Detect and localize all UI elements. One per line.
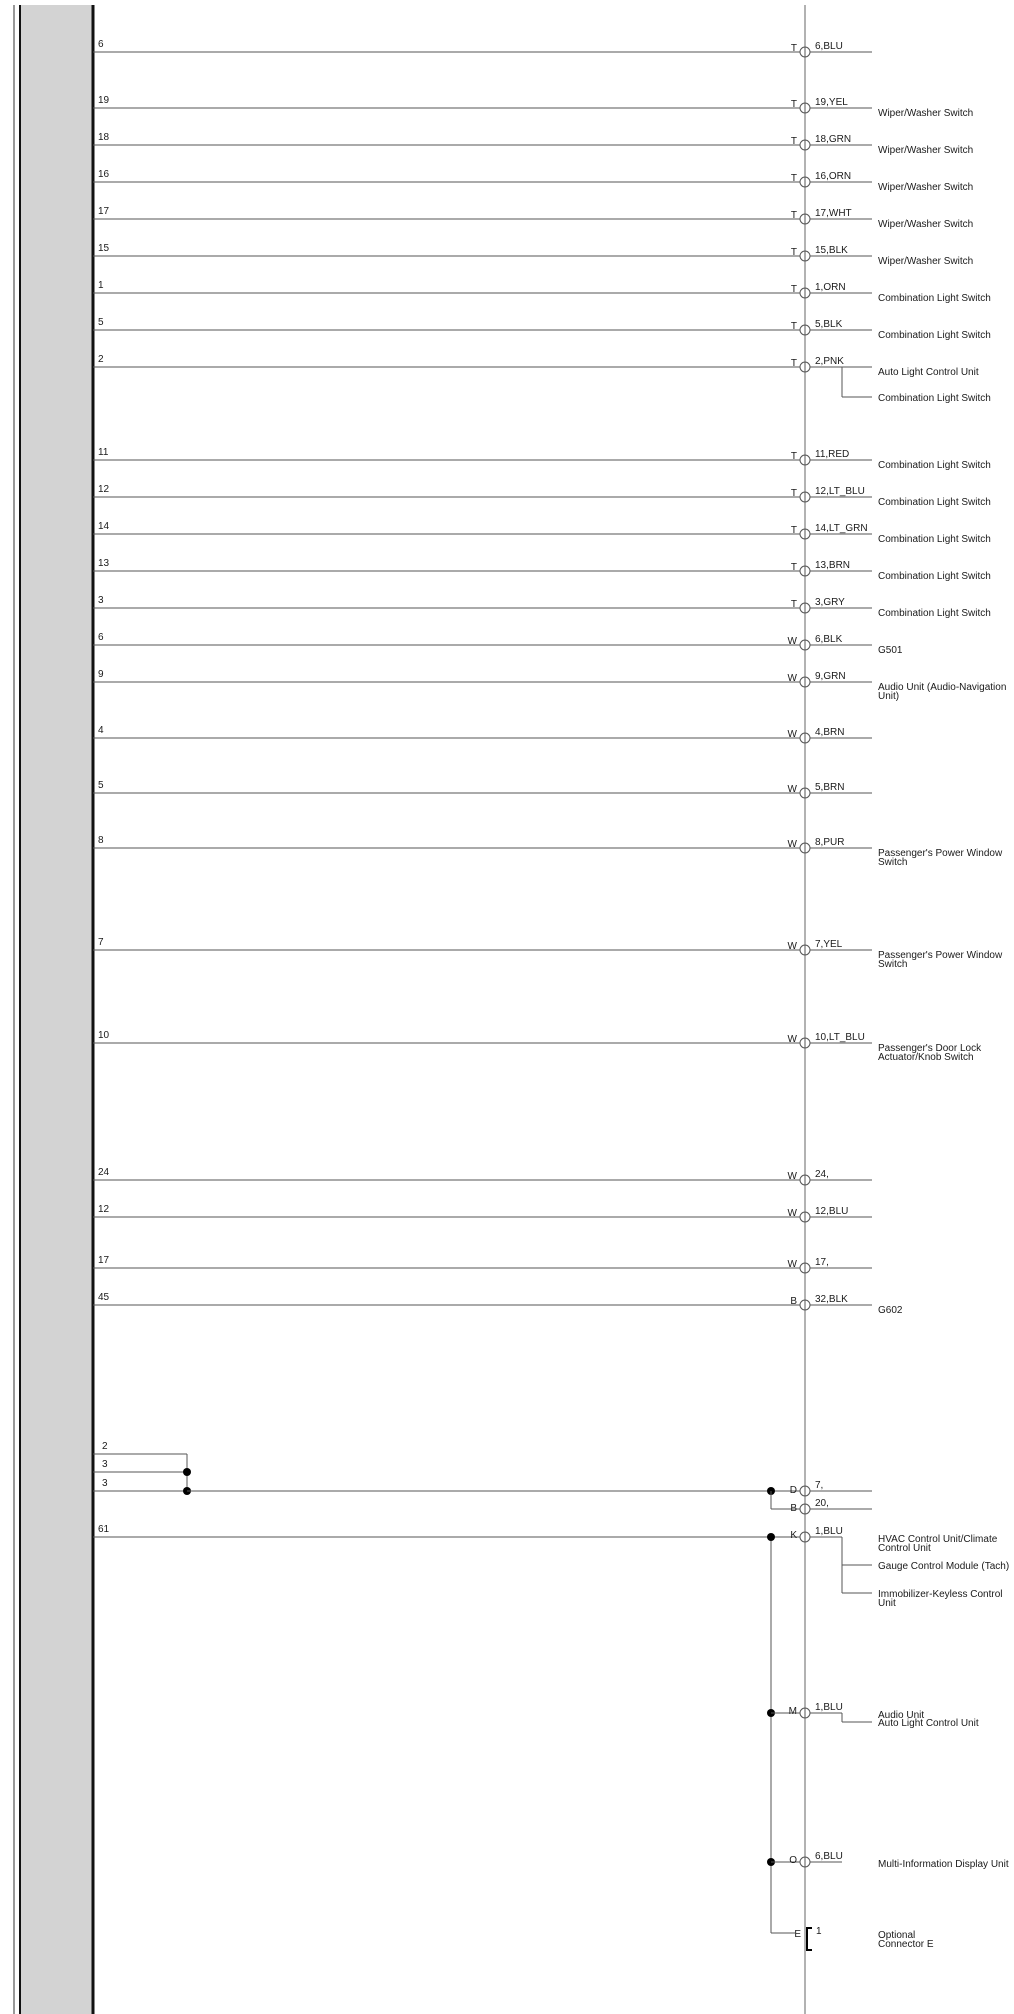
inline-connector xyxy=(800,214,810,224)
connector-letter: T xyxy=(790,136,797,147)
connector-letter: T xyxy=(790,284,797,295)
optional-label-line: Optional xyxy=(878,1930,916,1941)
inline-connector xyxy=(800,566,810,576)
destination-label-line: Passenger's Power Window xyxy=(878,848,1003,859)
destination-label-line: Combination Light Switch xyxy=(878,608,991,619)
connector-letter: W xyxy=(787,1259,797,1270)
pin-number: 4 xyxy=(98,725,104,736)
wire-row xyxy=(93,1167,872,1185)
inline-connector xyxy=(800,1175,810,1185)
wire-label: 10,LT_BLU xyxy=(815,1032,865,1043)
pin-number: 17 xyxy=(98,1255,110,1266)
destination-label-line: Wiper/Washer Switch xyxy=(878,145,974,156)
connector-letter: T xyxy=(790,247,797,258)
pin-number: 5 xyxy=(98,780,104,791)
destination-label-line: Wiper/Washer Switch xyxy=(878,182,974,193)
connector-letter: W xyxy=(787,636,797,647)
pin-number: 13 xyxy=(98,558,110,569)
inline-connector xyxy=(800,733,810,743)
wire-row xyxy=(93,447,991,471)
inline-connector xyxy=(800,362,810,372)
inline-connector xyxy=(800,177,810,187)
connector-letter: T xyxy=(790,562,797,573)
wire-label: 5,BRN xyxy=(815,782,845,793)
pin-number: 19 xyxy=(98,95,110,106)
connector-letter: E xyxy=(794,1929,801,1940)
branch-destination-line: Auto Light Control Unit xyxy=(878,1718,979,1729)
inline-connector xyxy=(800,288,810,298)
bus-junction-dot xyxy=(767,1533,775,1541)
inline-connector xyxy=(800,1212,810,1222)
destination-label-line: Passenger's Door Lock xyxy=(878,1043,982,1054)
wire-label: 1,BLU xyxy=(815,1526,843,1537)
optional-connector-group xyxy=(794,1926,934,1950)
wire-label: 14,LT_GRN xyxy=(815,523,868,534)
inline-connector xyxy=(800,140,810,150)
connector-letter: T xyxy=(790,599,797,610)
wire-label: 6,BLU xyxy=(815,1851,843,1862)
wire-row xyxy=(93,632,903,656)
pin-number: 18 xyxy=(98,132,110,143)
wire-label: 9,GRN xyxy=(815,671,846,682)
bus-output xyxy=(767,1526,1009,1609)
pin-number: 6 xyxy=(98,39,104,50)
destination-label-line: Switch xyxy=(878,857,908,868)
connector-letter: T xyxy=(790,321,797,332)
destination-label-line: Actuator/Knob Switch xyxy=(878,1052,974,1063)
bus-output xyxy=(767,1702,979,1729)
wire-label: 20, xyxy=(815,1498,829,1509)
wire-row xyxy=(93,669,1006,702)
wire-label: 3,GRY xyxy=(815,597,845,608)
bus-connector xyxy=(800,1708,810,1718)
destination-label-line: Switch xyxy=(878,959,908,970)
splice-connector xyxy=(800,1486,810,1496)
connector-letter: T xyxy=(790,451,797,462)
connector-letter: B xyxy=(790,1503,797,1514)
wire-label: 19,YEL xyxy=(815,97,848,108)
control-module-block xyxy=(20,5,93,2014)
wire-row xyxy=(93,280,991,304)
wire-row xyxy=(93,521,991,545)
bus-connector xyxy=(800,1857,810,1867)
connector-letter: K xyxy=(790,1530,797,1541)
pin-number: 2 xyxy=(98,354,104,365)
inline-connector xyxy=(800,640,810,650)
destination-label-line: Combination Light Switch xyxy=(878,330,991,341)
branch-destination-line: Gauge Control Module (Tach) xyxy=(878,1561,1010,1572)
connector-letter: T xyxy=(790,43,797,54)
wire-label: 11,RED xyxy=(815,449,850,460)
branch-destination: Combination Light Switch xyxy=(878,393,991,404)
wire-row xyxy=(93,937,1003,970)
inline-connector xyxy=(800,788,810,798)
pin-number: 5 xyxy=(98,317,104,328)
wire-row xyxy=(93,835,1003,868)
wire-row xyxy=(93,95,973,119)
wire-label: 2,PNK xyxy=(815,356,844,367)
wire-row xyxy=(93,243,973,267)
pin-number: 24 xyxy=(98,1167,110,1178)
connector-letter: W xyxy=(787,839,797,850)
inline-connector xyxy=(800,492,810,502)
bus-connector xyxy=(800,1532,810,1542)
wire-label: 18,GRN xyxy=(815,134,852,145)
connector-letter: W xyxy=(787,1034,797,1045)
wire-label: 32,BLK xyxy=(815,1294,848,1305)
inline-connector xyxy=(800,251,810,261)
branch-destination-line: Unit xyxy=(878,1598,896,1609)
wire-label: 7, xyxy=(815,1480,824,1491)
destination-label-line: Audio Unit xyxy=(878,1710,925,1721)
wire-label: 12,LT_BLU xyxy=(815,486,865,497)
pin-number: 15 xyxy=(98,243,110,254)
wire-label: 17, xyxy=(815,1257,829,1268)
destination-label-line: Combination Light Switch xyxy=(878,534,991,545)
optional-bracket xyxy=(807,1928,812,1950)
wire-label: 12,BLU xyxy=(815,1206,849,1217)
pin-number: 6 xyxy=(98,632,104,643)
wire-row xyxy=(93,780,872,798)
bus-pin-number: 61 xyxy=(98,1524,110,1535)
wire-row xyxy=(93,354,991,404)
pin-number: 10 xyxy=(98,1030,110,1041)
wire-label: 17,WHT xyxy=(815,208,852,219)
pin-number: 12 xyxy=(98,484,110,495)
inline-connector xyxy=(800,103,810,113)
destination-label-line: Combination Light Switch xyxy=(878,460,991,471)
wire-label: 16,ORN xyxy=(815,171,852,182)
wire-row xyxy=(93,1030,982,1063)
inline-connector xyxy=(800,1038,810,1048)
splice-dot xyxy=(183,1468,191,1476)
pin-number: 7 xyxy=(98,937,104,948)
splice-pin-number: 3 xyxy=(102,1459,108,1470)
pin-number: 17 xyxy=(98,206,110,217)
wire-label: 8,PUR xyxy=(815,837,845,848)
inline-connector xyxy=(800,1300,810,1310)
connector-letter: T xyxy=(790,210,797,221)
connector-letter: W xyxy=(787,673,797,684)
bus-output xyxy=(767,1851,1009,1870)
wire-label: 13,BRN xyxy=(815,560,851,571)
pin-number: 14 xyxy=(98,521,110,532)
pin-number: 12 xyxy=(98,1204,110,1215)
inline-connector xyxy=(800,455,810,465)
destination-label-line: Audio Unit (Audio-Navigation xyxy=(878,682,1007,693)
pin-number: 1 xyxy=(98,280,104,291)
wire-row xyxy=(93,317,991,341)
destination-label-line: Wiper/Washer Switch xyxy=(878,108,974,119)
splice-pin-number: 2 xyxy=(102,1441,108,1452)
destination-label-line: Control Unit xyxy=(878,1543,931,1554)
branch-destination-line: Immobilizer-Keyless Control xyxy=(878,1589,1003,1600)
wire-label: 4,BRN xyxy=(815,727,845,738)
destination-label-line: Wiper/Washer Switch xyxy=(878,219,974,230)
wire-row xyxy=(93,1292,903,1316)
splice-connector xyxy=(800,1504,810,1514)
destination-label-line: Wiper/Washer Switch xyxy=(878,256,974,267)
destination-label-line: HVAC Control Unit/Climate xyxy=(878,1534,998,1545)
connector-letter: T xyxy=(790,488,797,499)
wire-label: 7,YEL xyxy=(815,939,843,950)
connector-letter: O xyxy=(789,1855,797,1866)
wire-row xyxy=(93,558,991,582)
wire-label: 1,BLU xyxy=(815,1702,843,1713)
pin-number: 8 xyxy=(98,835,104,846)
optional-pin: 1 xyxy=(816,1926,822,1937)
connector-letter: T xyxy=(790,525,797,536)
connector-letter: T xyxy=(790,173,797,184)
wire-label: 1,ORN xyxy=(815,282,846,293)
wire-row xyxy=(93,1204,872,1222)
optional-label-line: Connector E xyxy=(878,1939,934,1950)
destination-label-line: Passenger's Power Window xyxy=(878,950,1003,961)
wire-row xyxy=(93,595,991,619)
pin-number: 11 xyxy=(98,447,109,458)
connector-letter: W xyxy=(787,1171,797,1182)
inline-connector xyxy=(800,945,810,955)
wire-row xyxy=(93,132,973,156)
destination-label-line: G501 xyxy=(878,645,903,656)
connector-letter: T xyxy=(790,99,797,110)
pin-number: 9 xyxy=(98,669,104,680)
destination-label-line: Auto Light Control Unit xyxy=(878,367,979,378)
connector-letter: B xyxy=(790,1296,797,1307)
destination-label-line: Multi-Information Display Unit xyxy=(878,1859,1009,1870)
wire-label: 6,BLK xyxy=(815,634,843,645)
destination-label-line: G602 xyxy=(878,1305,903,1316)
inline-connector xyxy=(800,603,810,613)
inline-connector xyxy=(800,843,810,853)
wire-row xyxy=(93,484,991,508)
connector-letter: W xyxy=(787,729,797,740)
inline-connector xyxy=(800,1263,810,1273)
destination-label-line: Combination Light Switch xyxy=(878,497,991,508)
connector-letter: W xyxy=(787,784,797,795)
connector-letter: W xyxy=(787,1208,797,1219)
bus-group xyxy=(93,1524,1009,1950)
inline-connector xyxy=(800,325,810,335)
connector-letter: T xyxy=(790,358,797,369)
connector-letter: D xyxy=(789,1485,797,1496)
wire-label: 5,BLK xyxy=(815,319,843,330)
splice-group xyxy=(93,1441,872,1514)
connector-letter: M xyxy=(788,1706,797,1717)
destination-label-line: Combination Light Switch xyxy=(878,571,991,582)
destination-label-line: Unit) xyxy=(878,691,900,702)
pin-number: 45 xyxy=(98,1292,110,1303)
wire-row xyxy=(93,206,973,230)
inline-connector xyxy=(800,677,810,687)
wire-label: 6,BLU xyxy=(815,41,843,52)
pin-number: 16 xyxy=(98,169,110,180)
wire-row xyxy=(93,169,973,193)
wire-row xyxy=(93,39,872,57)
wire-row xyxy=(93,725,872,743)
inline-connector xyxy=(800,47,810,57)
destination-label-line: Combination Light Switch xyxy=(878,293,991,304)
wire-row xyxy=(93,1255,872,1273)
splice-pin-number: 3 xyxy=(102,1478,108,1489)
wire-label: 15,BLK xyxy=(815,245,848,256)
pin-number: 3 xyxy=(98,595,104,606)
inline-connector xyxy=(800,529,810,539)
connector-letter: W xyxy=(787,941,797,952)
wire-label: 24, xyxy=(815,1169,829,1180)
